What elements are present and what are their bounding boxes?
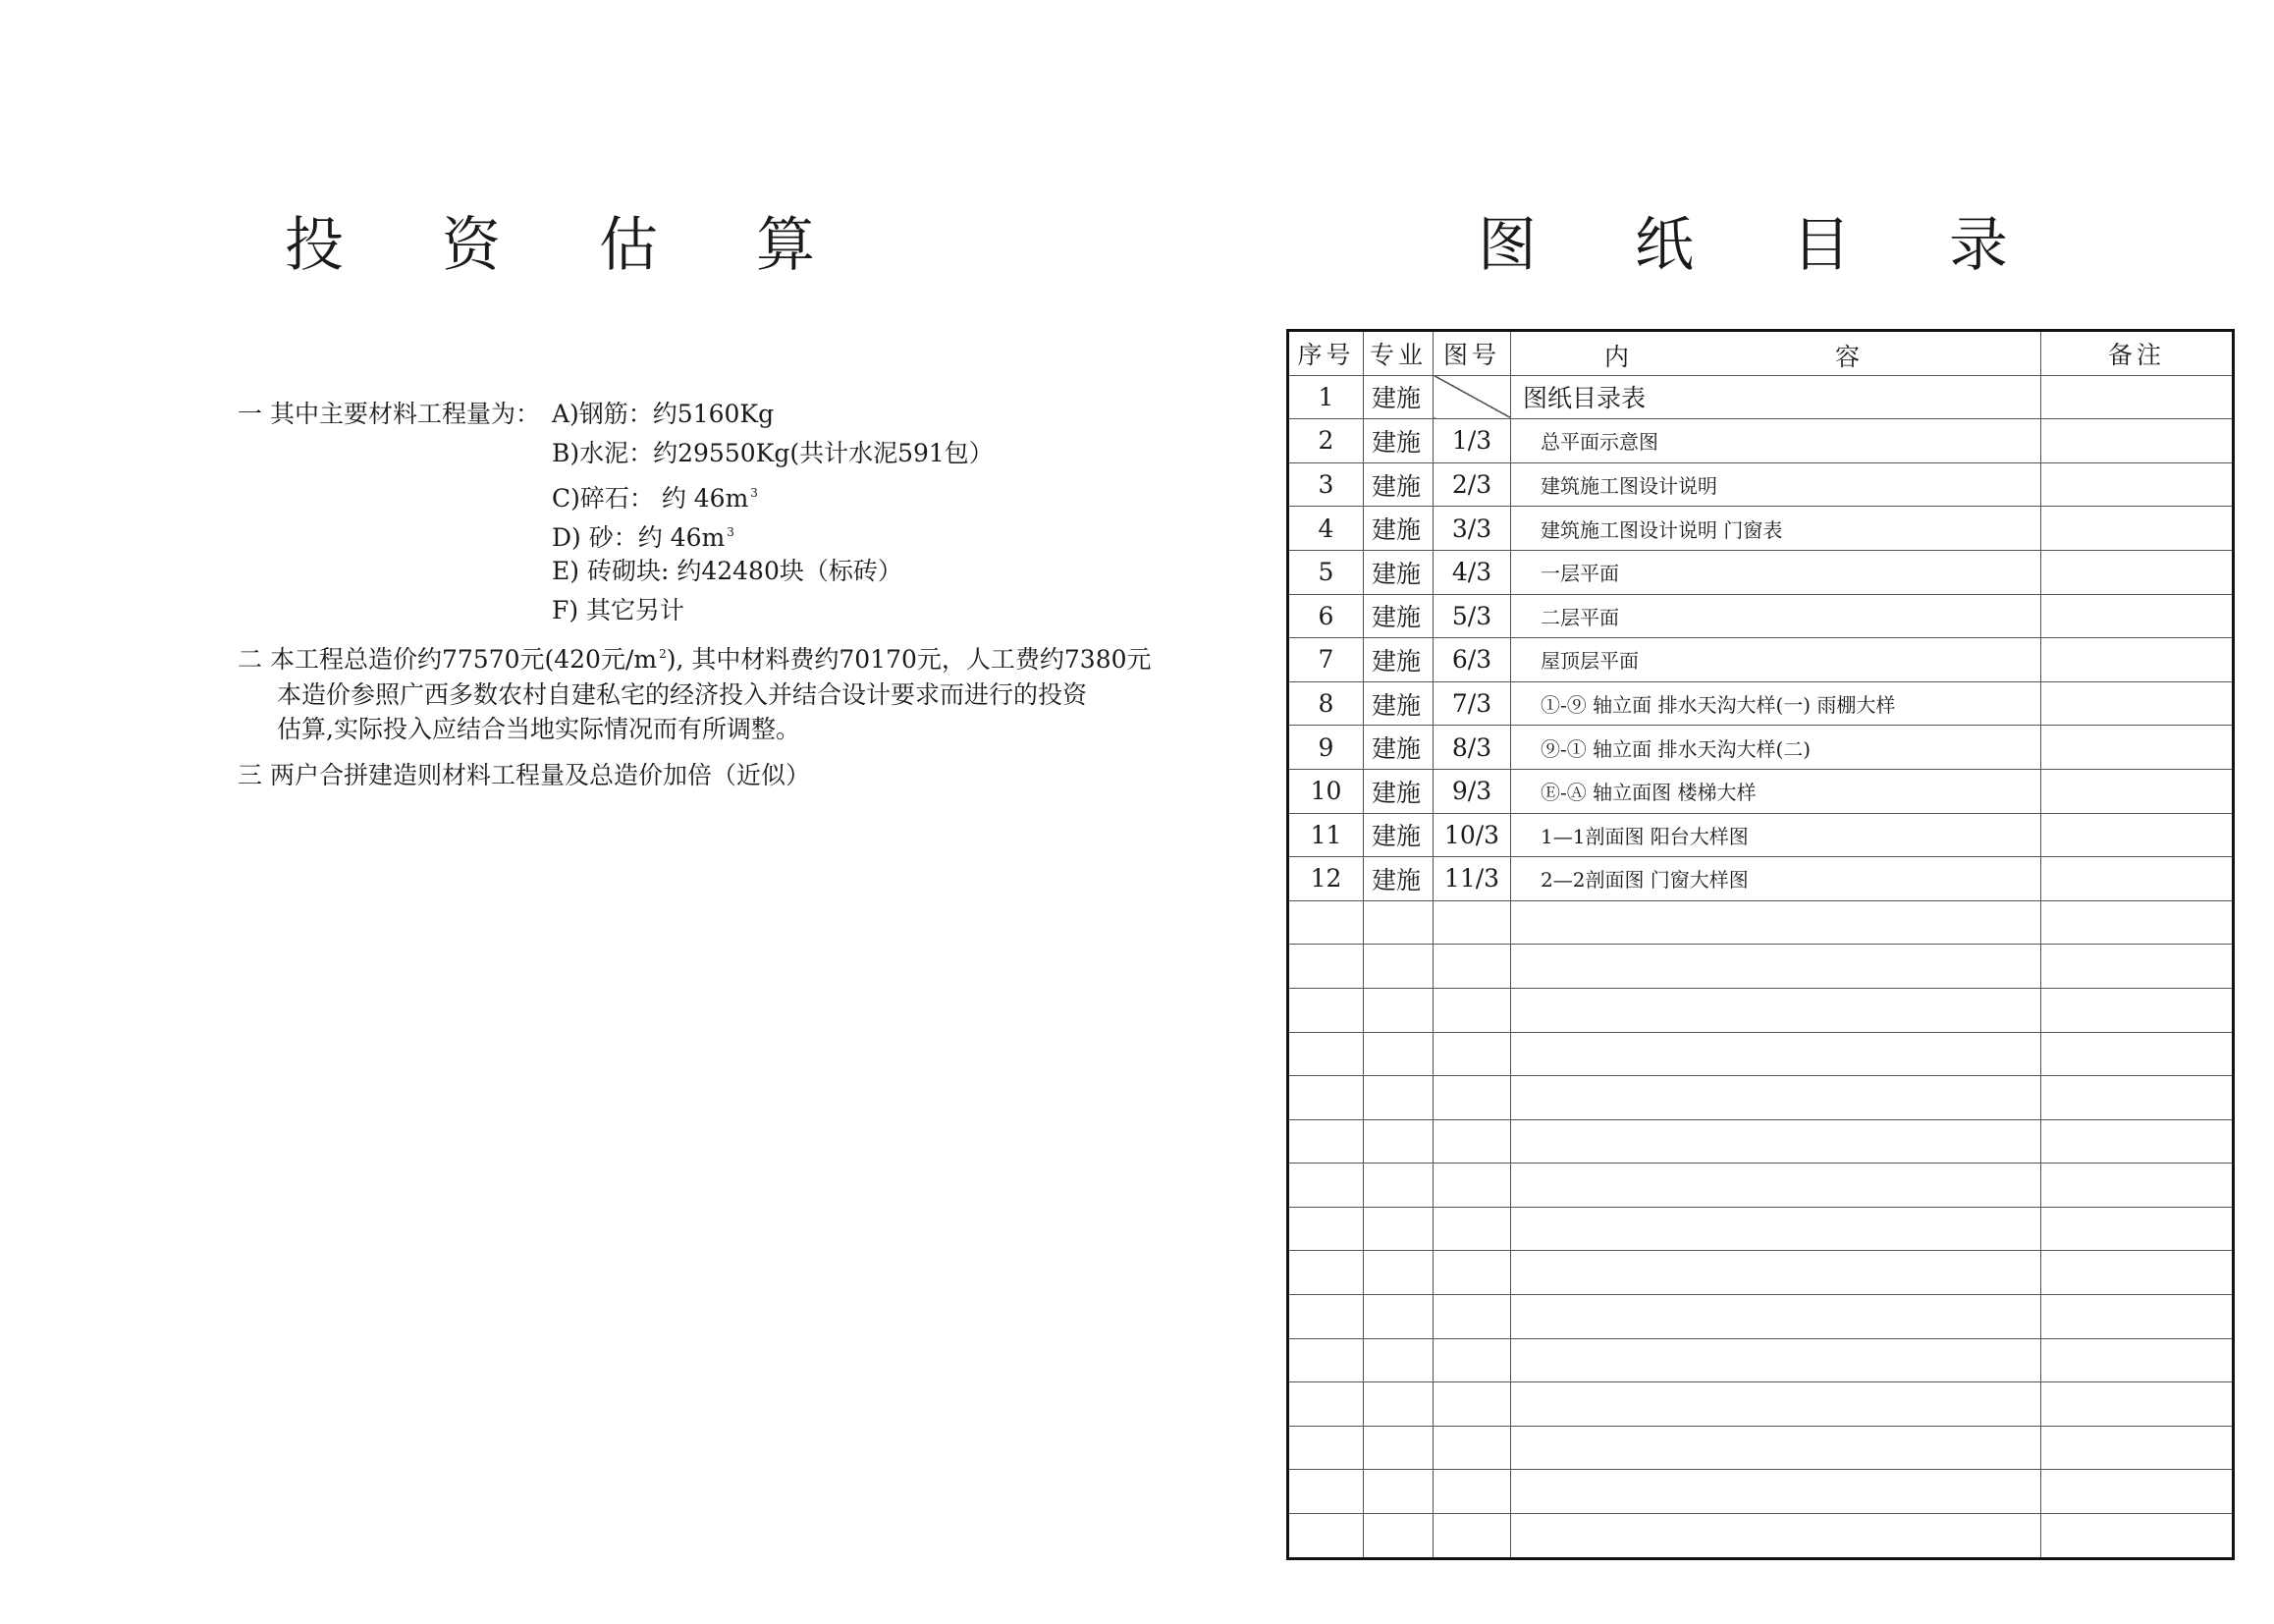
cell-spec <box>1364 1382 1434 1427</box>
catalog-row-empty <box>1288 945 2234 989</box>
catalog-row <box>1288 726 2234 770</box>
cell-content: ⑨-① 轴立面 排水天沟大样(二) <box>1511 726 2041 770</box>
cell-content <box>1511 1207 2041 1251</box>
cell-dwg <box>1434 1032 1511 1076</box>
cell-remark <box>2041 507 2234 551</box>
cell-content <box>1511 1338 2041 1382</box>
cell-dwg: 1/3 <box>1434 419 1511 463</box>
estimate-item1-brick: E) 砖砌块: 约42480块（标砖） <box>552 557 902 585</box>
catalog-row <box>1288 813 2234 857</box>
catalog-row-empty <box>1288 1164 2234 1208</box>
cell-no <box>1288 1470 1364 1514</box>
cell-remark <box>2041 681 2234 726</box>
cell-content <box>1511 1119 2041 1164</box>
cell-dwg <box>1434 988 1511 1032</box>
cell-spec: 建施 <box>1364 507 1434 551</box>
cell-dwg <box>1434 1426 1511 1470</box>
catalog-row-empty <box>1288 1470 2234 1514</box>
cell-no: 7 <box>1288 638 1364 682</box>
cell-spec <box>1364 1032 1434 1076</box>
cell-no <box>1288 988 1364 1032</box>
cell-dwg: 2/3 <box>1434 462 1511 507</box>
cell-spec: 建施 <box>1364 638 1434 682</box>
estimate-item2-note-1: 本造价参照广西多数农村自建私宅的经济投入并结合设计要求而进行的投资 <box>277 680 1088 709</box>
header-dwg: 图号 <box>1434 331 1511 376</box>
catalog-row <box>1288 681 2234 726</box>
cell-content: 图纸目录表 <box>1511 375 2041 419</box>
catalog-row <box>1288 638 2234 682</box>
cell-content: Ⓔ-Ⓐ 轴立面图 楼梯大样 <box>1511 769 2041 813</box>
cell-dwg: 3/3 <box>1434 507 1511 551</box>
catalog-row-empty <box>1288 1032 2234 1076</box>
cell-content <box>1511 1470 2041 1514</box>
cell-remark <box>2041 375 2234 419</box>
cell-remark <box>2041 1164 2234 1208</box>
cell-spec <box>1364 988 1434 1032</box>
cell-dwg <box>1434 945 1511 989</box>
cell-dwg <box>1434 1470 1511 1514</box>
cell-dwg <box>1434 1119 1511 1164</box>
cell-dwg <box>1434 1338 1511 1382</box>
catalog-row <box>1288 419 2234 463</box>
catalog-row-empty <box>1288 1295 2234 1339</box>
header-content: 内 容 <box>1511 331 2041 376</box>
cell-spec <box>1364 1251 1434 1295</box>
cell-dwg <box>1434 1514 1511 1559</box>
catalog-title-char-1: 图 <box>1478 211 1537 280</box>
catalog-row <box>1288 594 2234 638</box>
estimate-item3: 三 两户合拼建造则材料工程量及总造价加倍（近似） <box>238 761 810 789</box>
cell-no: 12 <box>1288 857 1364 901</box>
cell-content <box>1511 1426 2041 1470</box>
cell-content <box>1511 1382 2041 1427</box>
catalog-title-char-2: 纸 <box>1635 211 1694 280</box>
cell-no <box>1288 900 1364 945</box>
cell-remark <box>2041 1032 2234 1076</box>
cell-spec: 建施 <box>1364 375 1434 419</box>
cell-content: 总平面示意图 <box>1511 419 2041 463</box>
cell-remark <box>2041 1470 2234 1514</box>
cell-remark <box>2041 769 2234 813</box>
cell-content <box>1511 1032 2041 1076</box>
cell-remark <box>2041 419 2234 463</box>
estimate-title-char-4: 算 <box>756 211 815 280</box>
catalog-row-empty <box>1288 1338 2234 1382</box>
cell-remark <box>2041 1251 2234 1295</box>
cell-dwg: 11/3 <box>1434 857 1511 901</box>
cell-content <box>1511 988 2041 1032</box>
cell-spec: 建施 <box>1364 594 1434 638</box>
cell-remark <box>2041 1426 2234 1470</box>
estimate-item2-note-2: 估算,实际投入应结合当地实际情况而有所调整。 <box>277 715 800 743</box>
cell-no: 8 <box>1288 681 1364 726</box>
cell-spec: 建施 <box>1364 726 1434 770</box>
cell-content <box>1511 900 2041 945</box>
cell-spec: 建施 <box>1364 681 1434 726</box>
cell-remark <box>2041 945 2234 989</box>
cell-content: 1—1剖面图 阳台大样图 <box>1511 813 2041 857</box>
cell-dwg <box>1434 1295 1511 1339</box>
estimate-item1-other: F) 其它另计 <box>552 596 685 624</box>
cell-dwg: 7/3 <box>1434 681 1511 726</box>
cell-no: 5 <box>1288 550 1364 594</box>
cell-content <box>1511 1295 2041 1339</box>
cell-no <box>1288 1426 1364 1470</box>
estimate-item1-cement: B)水泥：约29550Kg(共计水泥591包） <box>552 439 994 467</box>
catalog-row-empty <box>1288 1207 2234 1251</box>
cell-remark <box>2041 1119 2234 1164</box>
cell-remark <box>2041 1382 2234 1427</box>
cell-no <box>1288 1382 1364 1427</box>
catalog-row <box>1288 769 2234 813</box>
cell-no <box>1288 1514 1364 1559</box>
cell-spec: 建施 <box>1364 419 1434 463</box>
cell-remark <box>2041 1338 2234 1382</box>
cell-spec: 建施 <box>1364 857 1434 901</box>
cell-content <box>1511 1164 2041 1208</box>
cell-spec <box>1364 1426 1434 1470</box>
cell-spec <box>1364 1207 1434 1251</box>
cell-content: 二层平面 <box>1511 594 2041 638</box>
cell-no: 9 <box>1288 726 1364 770</box>
estimate-item1-lead: 一 其中主要材料工程量为： <box>238 400 540 428</box>
catalog-row-empty <box>1288 1251 2234 1295</box>
catalog-row <box>1288 462 2234 507</box>
estimate-title-char-1: 投 <box>285 211 344 280</box>
catalog-row-empty <box>1288 1076 2234 1120</box>
estimate-item1-sand: D) 砂：约 46m $^3$ <box>552 523 734 552</box>
cell-content <box>1511 1251 2041 1295</box>
estimate-title <box>285 201 815 290</box>
cell-spec: 建施 <box>1364 462 1434 507</box>
cell-dwg: 10/3 <box>1434 813 1511 857</box>
cell-no: 2 <box>1288 419 1364 463</box>
cell-dwg <box>1434 375 1511 419</box>
cell-content: 2—2剖面图 门窗大样图 <box>1511 857 2041 901</box>
cell-no: 10 <box>1288 769 1364 813</box>
cell-remark <box>2041 857 2234 901</box>
cell-no <box>1288 1338 1364 1382</box>
cell-spec: 建施 <box>1364 769 1434 813</box>
cell-remark <box>2041 1076 2234 1120</box>
cell-no: 6 <box>1288 594 1364 638</box>
cell-dwg: 9/3 <box>1434 769 1511 813</box>
cell-content: 屋顶层平面 <box>1511 638 2041 682</box>
cell-spec <box>1364 1470 1434 1514</box>
cell-dwg: 6/3 <box>1434 638 1511 682</box>
estimate-item1-gravel: C)碎石： 约 46m $^3$ <box>552 484 758 513</box>
cell-spec <box>1364 900 1434 945</box>
catalog-title-char-4: 录 <box>1949 211 2008 280</box>
catalog-title <box>1478 201 2008 290</box>
cell-remark <box>2041 813 2234 857</box>
header-no: 序号 <box>1288 331 1364 376</box>
catalog-header-row <box>1288 331 2234 376</box>
catalog-row-empty <box>1288 1382 2234 1427</box>
cell-dwg <box>1434 1207 1511 1251</box>
cell-content <box>1511 945 2041 989</box>
cell-no <box>1288 1119 1364 1164</box>
cell-no: 3 <box>1288 462 1364 507</box>
cell-dwg <box>1434 1164 1511 1208</box>
cell-spec: 建施 <box>1364 550 1434 594</box>
cell-dwg <box>1434 1382 1511 1427</box>
catalog-table <box>1286 329 2235 1560</box>
cell-remark <box>2041 638 2234 682</box>
cell-content: 一层平面 <box>1511 550 2041 594</box>
catalog-row-empty <box>1288 900 2234 945</box>
cell-no <box>1288 1032 1364 1076</box>
catalog-title-char-3: 目 <box>1792 211 1851 280</box>
cell-dwg: 8/3 <box>1434 726 1511 770</box>
estimate-title-char-3: 估 <box>599 211 658 280</box>
cell-no <box>1288 1207 1364 1251</box>
cell-content: 建筑施工图设计说明 <box>1511 462 2041 507</box>
cell-remark <box>2041 1207 2234 1251</box>
cell-no <box>1288 1076 1364 1120</box>
cell-no <box>1288 945 1364 989</box>
cell-no <box>1288 1164 1364 1208</box>
cell-remark <box>2041 1295 2234 1339</box>
catalog-row <box>1288 857 2234 901</box>
cell-spec <box>1364 1295 1434 1339</box>
cell-dwg <box>1434 900 1511 945</box>
cell-spec: 建施 <box>1364 813 1434 857</box>
cell-spec <box>1364 1338 1434 1382</box>
cell-spec <box>1364 1514 1434 1559</box>
header-remark: 备注 <box>2041 331 2234 376</box>
header-spec: 专业 <box>1364 331 1434 376</box>
cell-no <box>1288 1295 1364 1339</box>
cell-dwg <box>1434 1076 1511 1120</box>
estimate-item1-rebar: A)钢筋：约5160Kg <box>552 400 775 428</box>
cell-remark <box>2041 988 2234 1032</box>
cell-no: 11 <box>1288 813 1364 857</box>
cell-spec <box>1364 945 1434 989</box>
estimate-item2-total: 二 本工程总造价约77570元(420元/m $^2$), 其中材料费约70170元，人工费约7380元 <box>238 645 1152 674</box>
cell-spec <box>1364 1076 1434 1120</box>
cell-dwg: 5/3 <box>1434 594 1511 638</box>
cell-no: 1 <box>1288 375 1364 419</box>
cell-dwg: 4/3 <box>1434 550 1511 594</box>
cell-content: 建筑施工图设计说明 门窗表 <box>1511 507 2041 551</box>
cell-spec <box>1364 1164 1434 1208</box>
catalog-row-empty <box>1288 988 2234 1032</box>
cell-remark <box>2041 900 2234 945</box>
catalog-row-empty <box>1288 1426 2234 1470</box>
cell-content <box>1511 1514 2041 1559</box>
catalog-row <box>1288 507 2234 551</box>
cell-spec <box>1364 1119 1434 1164</box>
cell-no: 4 <box>1288 507 1364 551</box>
cell-remark <box>2041 462 2234 507</box>
cell-content <box>1511 1076 2041 1120</box>
cell-remark <box>2041 594 2234 638</box>
estimate-title-char-2: 资 <box>442 211 501 280</box>
catalog-row-empty <box>1288 1514 2234 1559</box>
cell-remark <box>2041 1514 2234 1559</box>
cell-content: ①-⑨ 轴立面 排水天沟大样(一) 雨棚大样 <box>1511 681 2041 726</box>
catalog-row <box>1288 550 2234 594</box>
cell-no <box>1288 1251 1364 1295</box>
cell-remark <box>2041 726 2234 770</box>
cell-dwg <box>1434 1251 1511 1295</box>
catalog-row <box>1288 375 2234 419</box>
cell-remark <box>2041 550 2234 594</box>
catalog-row-empty <box>1288 1119 2234 1164</box>
